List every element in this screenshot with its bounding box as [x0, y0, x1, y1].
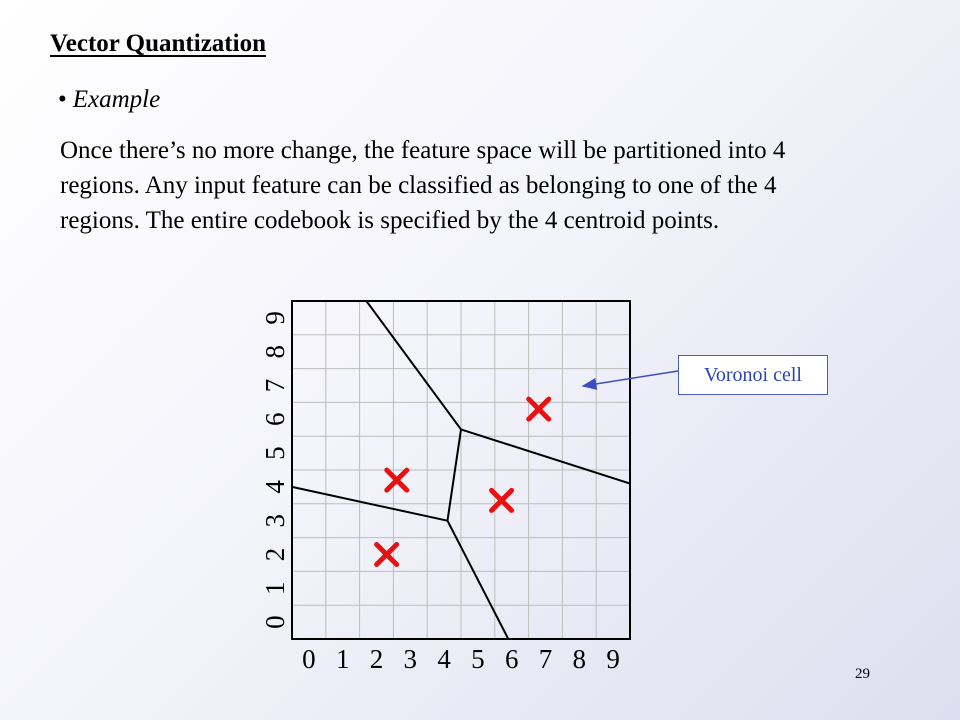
centroid-marker: [387, 470, 407, 490]
x-tick-label: 3: [403, 644, 418, 674]
x-tick-label: 8: [572, 644, 587, 674]
bullet-mark: •: [58, 86, 67, 113]
x-tick-label: 4: [437, 644, 451, 674]
y-tick-label: 9: [260, 311, 290, 325]
x-tick-label: 7: [538, 644, 553, 674]
x-tick-label: 1: [335, 644, 350, 674]
y-tick-label: 0: [260, 615, 290, 629]
bullet-label: Example: [72, 86, 161, 113]
y-tick-label: 3: [260, 513, 290, 528]
voronoi-boundary: [366, 301, 461, 429]
x-tick-label: 9: [606, 644, 620, 674]
page-number: 29: [855, 666, 870, 682]
y-axis-ticks: [260, 311, 290, 629]
y-tick-label: 5: [260, 446, 290, 460]
y-tick-label: 1: [260, 581, 290, 596]
slide-title: Vector Quantization: [50, 30, 266, 57]
body-paragraph: Once there’s no more change, the feature space will be partitioned into 4 regions. Any input feature can be classified as belonging to one of the 4 regions. The entire codebook is specified by the 4 centroid points.: [60, 137, 786, 234]
centroid-markers: [377, 399, 549, 564]
y-tick-label: 7: [260, 378, 290, 393]
x-tick-label: 5: [471, 644, 485, 674]
y-tick-label: 8: [260, 344, 290, 359]
voronoi-cell-callout: Voronoi cell: [678, 355, 828, 395]
x-axis-ticks: [302, 644, 620, 674]
x-tick-label: 0: [302, 644, 316, 674]
y-tick-label: 4: [260, 480, 290, 494]
voronoi-boundary: [447, 429, 461, 520]
voronoi-boundary: [447, 521, 508, 639]
x-tick-label: 2: [369, 644, 384, 674]
y-tick-label: 2: [260, 547, 290, 562]
voronoi-boundary: [461, 429, 630, 483]
y-tick-label: 6: [260, 412, 290, 427]
grid-lines: [292, 301, 630, 639]
x-tick-label: 6: [504, 644, 519, 674]
